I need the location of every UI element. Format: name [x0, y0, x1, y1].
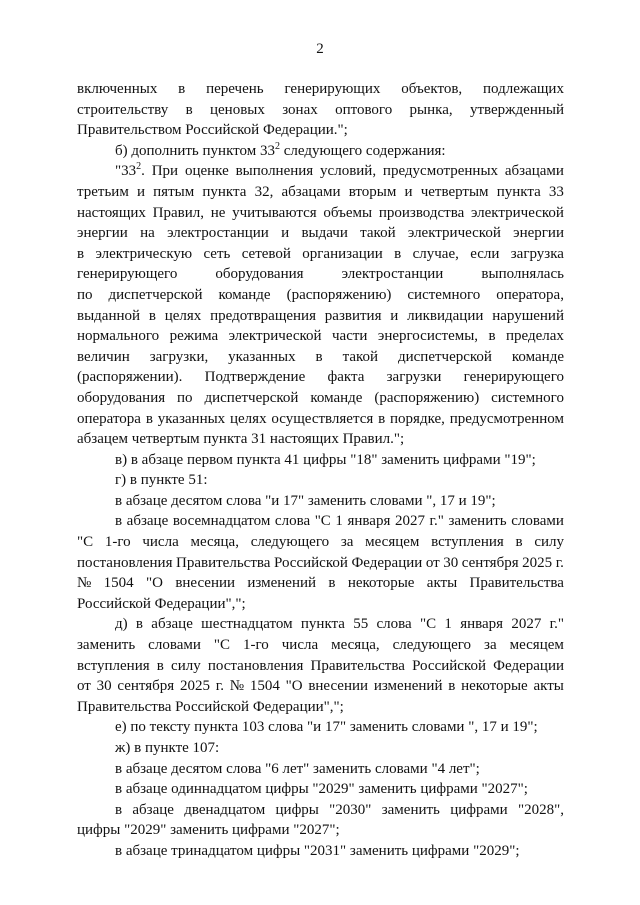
word: Правительства — [176, 554, 271, 571]
text-line: Правительства Российской Федерации","; — [77, 698, 344, 715]
word: 30 — [96, 678, 112, 695]
word: Российской — [412, 657, 486, 674]
word: и — [404, 183, 413, 200]
word: системного — [407, 286, 481, 303]
word: 32, — [254, 183, 274, 200]
word: учитываются — [232, 204, 317, 221]
text-line — [77, 223, 564, 244]
word: нарушений — [492, 307, 564, 324]
text-line — [77, 532, 564, 553]
word: зонах — [282, 101, 318, 118]
word: третьим — [77, 183, 129, 200]
word: и — [136, 183, 145, 200]
word: следующего — [250, 534, 330, 551]
text-line: е) по тексту пункта 103 слова "и 17" заменить словами ", 17 и 19"; — [115, 719, 538, 736]
word: команде — [511, 348, 564, 365]
text-line: в) в абзаце первом пункта 41 цифры "18" заменить цифрами "19"; — [115, 451, 536, 468]
word: целях — [164, 307, 202, 324]
word: месяцем — [365, 534, 420, 551]
word: 55 — [353, 616, 369, 633]
word: месяца, — [190, 534, 239, 551]
word: ценовых — [210, 101, 265, 118]
word: загрузки — [386, 369, 442, 386]
word: в — [115, 801, 123, 818]
word: предусмотренном — [449, 410, 564, 427]
word: организации — [302, 245, 383, 262]
word: в — [185, 101, 193, 118]
word: за — [340, 534, 354, 551]
text-line — [77, 656, 564, 677]
word: восемнадцатом — [172, 513, 271, 530]
text-line — [77, 244, 564, 265]
text-line: в абзаце десятом слова "и 17" заменить словами ", 17 и 19"; — [115, 492, 496, 509]
word: четвертым — [420, 183, 489, 200]
word: "$33^2$. — [115, 161, 145, 180]
word: постановления — [77, 554, 173, 571]
word: Федерации — [493, 657, 564, 674]
word: ликвидации — [407, 307, 484, 324]
word: заменить — [381, 801, 440, 818]
word: в — [145, 410, 153, 427]
word: выполнялась — [481, 266, 564, 283]
word: При — [151, 163, 179, 180]
word: в — [115, 513, 123, 530]
word: такой — [360, 225, 396, 242]
word: выданной — [77, 307, 141, 324]
superscript: 2 — [136, 161, 142, 173]
word: режима — [169, 328, 219, 345]
word: энергосистемы, — [377, 328, 479, 345]
word: числа — [142, 534, 179, 551]
text-line — [77, 409, 564, 430]
text-line — [77, 800, 564, 821]
word: г. — [215, 678, 224, 695]
text-line — [77, 676, 564, 697]
word: в — [394, 245, 402, 262]
text-line — [77, 347, 564, 368]
text-line: Правительством Российской Федерации."; — [77, 122, 348, 139]
word: "С — [213, 637, 231, 654]
word: (распоряжении). — [77, 369, 183, 386]
word: выполнения — [235, 163, 314, 180]
word: объектов, — [401, 81, 463, 97]
word: величин — [77, 348, 130, 365]
word: "О — [285, 678, 303, 695]
word: 2025 — [522, 554, 553, 571]
word: в — [378, 410, 386, 427]
word: за — [484, 637, 497, 654]
word: вторым — [348, 183, 397, 200]
superscript: 2 — [274, 140, 280, 152]
word: (распоряжению) — [286, 286, 392, 303]
word: вступления — [77, 657, 150, 674]
word: "С — [419, 616, 437, 633]
word: рынка, — [409, 101, 453, 118]
word: настоящих — [77, 204, 146, 221]
word: акты — [426, 575, 458, 592]
word: в — [488, 328, 496, 345]
word: подлежащих — [482, 81, 564, 97]
word: такой — [342, 348, 379, 365]
word: "С — [314, 513, 331, 530]
text-line: в абзаце тринадцатом цифры "2031" заменить цифрами "2029"; — [115, 842, 520, 859]
word: г. — [555, 554, 564, 571]
word: осуществляется — [271, 410, 374, 427]
word: перечень — [206, 81, 264, 97]
word: сетевой — [241, 245, 291, 262]
word: генерирующего — [77, 266, 178, 283]
word: в — [178, 81, 186, 97]
word: абзаце — [132, 801, 174, 818]
word: нормального — [77, 328, 160, 345]
word: включенных — [77, 81, 158, 97]
word: условий, — [320, 163, 377, 180]
text-line — [77, 306, 564, 327]
word: д) — [115, 616, 128, 633]
word: пункта — [202, 183, 247, 200]
word: сентября — [461, 554, 519, 571]
word: в — [515, 534, 523, 551]
word: энергии — [77, 225, 128, 242]
word: оборудования — [77, 389, 166, 406]
word: 30 — [443, 554, 459, 571]
text-line — [77, 553, 564, 574]
word: 2027 — [511, 616, 542, 633]
word: пределах — [506, 328, 564, 345]
word: числа — [281, 637, 319, 654]
text-line: г) в пункте 51: — [115, 472, 208, 489]
word: части — [332, 328, 368, 345]
text-line — [77, 100, 564, 121]
word: абзаце — [126, 513, 169, 530]
word: случае, — [412, 245, 459, 262]
text-line: б) дополнить пунктом $33^2$ следующего содержания: — [115, 140, 446, 159]
word: 2025 — [179, 678, 210, 695]
word: Федерации — [351, 554, 423, 571]
word: предусмотренных — [382, 163, 499, 180]
word: в — [328, 575, 336, 592]
word: Подтверждение — [204, 369, 306, 386]
word: пункта — [300, 616, 345, 633]
word: вступления — [431, 534, 504, 551]
word: изменений — [373, 678, 443, 695]
text-line — [77, 203, 564, 224]
text-line — [77, 264, 564, 285]
word: силу — [534, 534, 564, 551]
word: порядке, — [390, 410, 445, 427]
text-line — [77, 511, 564, 532]
word: 1-го — [243, 637, 269, 654]
word: пункта — [496, 183, 541, 200]
text-line — [77, 367, 564, 388]
word: объемы — [323, 204, 373, 221]
word: оператора, — [496, 286, 564, 303]
word: и — [281, 225, 290, 242]
word: команде — [218, 286, 271, 303]
text-line — [77, 182, 564, 203]
word: "О — [146, 575, 163, 592]
word: электрическую — [95, 245, 193, 262]
word: следующего — [392, 637, 472, 654]
word: в — [135, 616, 144, 633]
word: диспетчерской — [397, 348, 492, 365]
word: 1504 — [249, 678, 280, 695]
word: г." — [549, 616, 564, 633]
word: от — [77, 678, 91, 695]
word: месяцем — [509, 637, 564, 654]
word: словами — [511, 513, 564, 530]
text-line: ж) в пункте 107: — [115, 740, 220, 756]
word: в — [148, 307, 156, 324]
word: указанных — [228, 348, 296, 365]
word: 1 — [444, 616, 452, 633]
word: загрузка — [510, 245, 564, 262]
word: электрической — [470, 204, 564, 221]
word: электростанции — [167, 225, 269, 242]
word: от — [425, 554, 440, 571]
text-line — [77, 161, 564, 182]
word: по — [77, 286, 93, 303]
text-line — [77, 573, 564, 594]
word: 33 — [548, 183, 564, 200]
word: если — [470, 245, 500, 262]
word: генерирующего — [463, 369, 564, 386]
page-number: 2 — [316, 41, 324, 57]
word: оператора — [77, 410, 141, 427]
word: г." — [429, 513, 444, 530]
word: пятым — [153, 183, 195, 200]
word: января — [347, 513, 391, 530]
word: 1 — [335, 513, 343, 530]
word: внесении — [308, 678, 369, 695]
word: абзацами — [281, 183, 341, 200]
word: в — [156, 657, 164, 674]
word: сентября — [117, 678, 175, 695]
word: внесении — [175, 575, 236, 592]
text-line — [77, 285, 564, 306]
word: абзаце — [151, 616, 193, 633]
word: команде — [310, 389, 363, 406]
word: "2030" — [329, 801, 372, 818]
word: в — [315, 348, 323, 365]
word: предотвращения — [210, 307, 316, 324]
word: "С — [77, 534, 94, 551]
word: не — [210, 204, 226, 221]
word: постановления — [207, 657, 304, 674]
text-line — [77, 326, 564, 347]
text-line: в абзаце одиннадцатом цифры "2029" заменить цифрами "2027"; — [115, 781, 528, 798]
word: двенадцатом — [184, 801, 266, 818]
text-line — [77, 635, 564, 656]
word: электростанции — [341, 266, 444, 283]
word: силу — [171, 657, 201, 674]
word: по — [177, 389, 193, 406]
word: Правил, — [152, 204, 204, 221]
word: электрической — [407, 225, 501, 242]
word: системного — [491, 389, 564, 406]
word: шестнадцатом — [201, 616, 293, 633]
word: 1504 — [103, 575, 134, 592]
text-line — [77, 614, 564, 635]
word: № — [229, 678, 245, 695]
word: 1-го — [104, 534, 131, 551]
word: некоторые — [461, 678, 528, 695]
word: заменить — [77, 637, 136, 654]
word: генерирующих — [284, 81, 381, 97]
word: 2027 — [394, 513, 425, 530]
word: и — [390, 307, 399, 324]
word: Российской — [273, 554, 348, 571]
word: слова — [376, 616, 412, 633]
word: слова — [274, 513, 311, 530]
word: акты — [533, 678, 564, 695]
word: выдачи — [301, 225, 348, 242]
word: словами — [148, 637, 201, 654]
word: электрической — [228, 328, 322, 345]
word: некоторые — [347, 575, 415, 592]
word: диспетчерской — [108, 286, 203, 303]
text-line: абзацем четвертым пункта 31 настоящих Правил."; — [77, 431, 405, 448]
text-line: Российской Федерации","; — [77, 595, 246, 612]
word: диспетчерской — [204, 389, 299, 406]
word: строительству — [77, 101, 169, 118]
word: заменить — [448, 513, 507, 530]
text-line: в абзаце десятом слова "6 лет" заменить словами "4 лет"; — [115, 760, 480, 777]
word: абзацами — [504, 163, 564, 180]
word: цифры — [275, 801, 319, 818]
word: производства — [378, 204, 465, 221]
word: оптового — [335, 101, 393, 118]
word: оборудования — [215, 266, 304, 283]
word: "2028", — [517, 801, 564, 818]
word: Правительства — [310, 657, 405, 674]
word: целях — [230, 410, 267, 427]
word: месяца, — [331, 637, 380, 654]
word: загрузки, — [149, 348, 209, 365]
word: (распоряжению) — [374, 389, 480, 406]
word: утвержденный — [469, 101, 564, 118]
word: развития — [324, 307, 382, 324]
word: сеть — [203, 245, 231, 262]
word: в — [77, 245, 85, 262]
text-line — [77, 79, 564, 100]
word: указанных — [157, 410, 226, 427]
word: Правительства — [469, 575, 564, 592]
word: факта — [327, 369, 365, 386]
word: цифрами — [450, 801, 508, 818]
word: на — [140, 225, 155, 242]
word: в — [448, 678, 456, 695]
word: оценке — [184, 163, 229, 180]
text-line: цифры "2029" заменить цифрами "2027"; — [77, 822, 340, 839]
word: изменений — [247, 575, 317, 592]
word: энергии — [513, 225, 564, 242]
word: января — [460, 616, 504, 633]
text-line — [77, 388, 564, 409]
word: № — [77, 575, 92, 592]
document-body — [77, 79, 564, 862]
